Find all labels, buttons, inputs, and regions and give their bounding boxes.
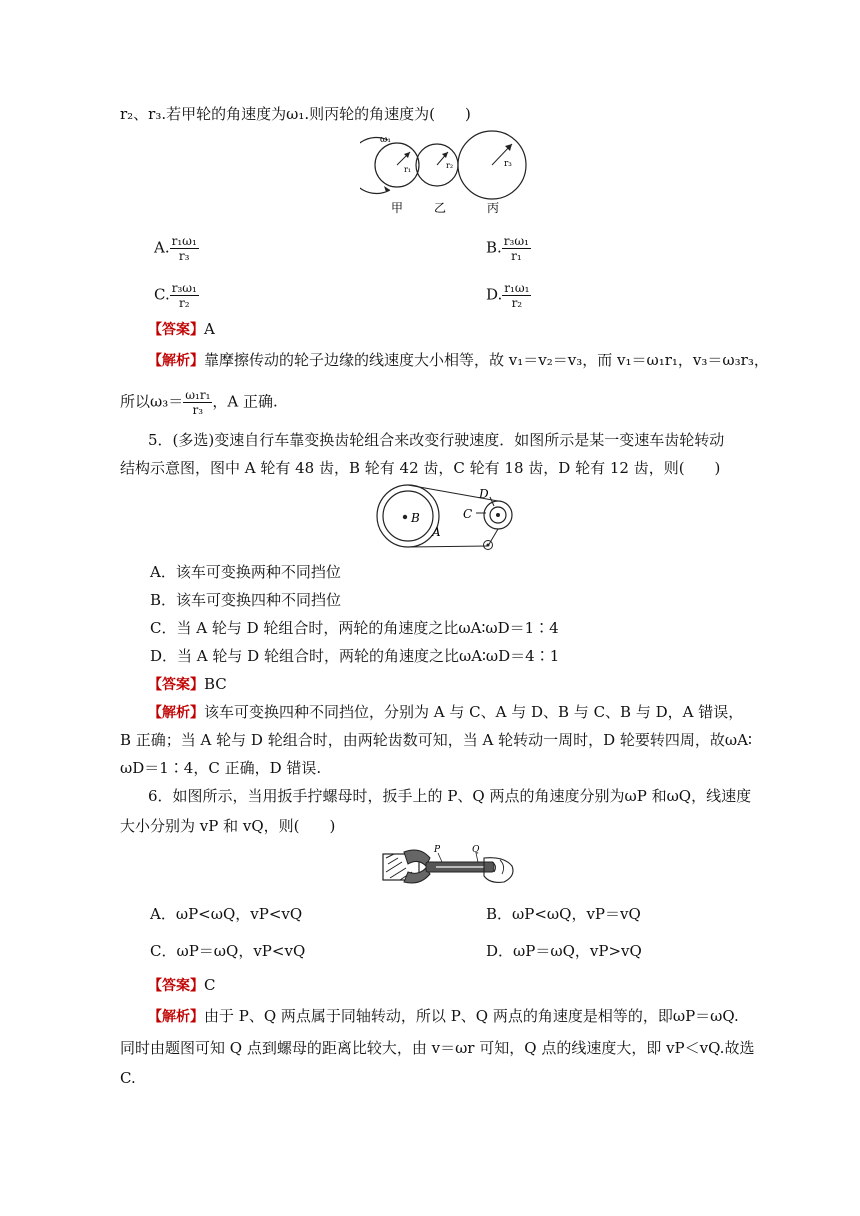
q6-answer: [148, 975, 215, 996]
q5-option-b: B．该车可变换四种不同挡位: [150, 591, 342, 609]
analysis-label: 【解析】: [148, 705, 204, 721]
label-r1: r₁: [404, 165, 412, 174]
q4-option-b: B. $\frac{\text{r₃ω₁}}{\text{r₁}}$: [486, 234, 529, 263]
answer-value: C: [204, 976, 216, 994]
q4-analysis-line2: 所以ω₃＝ $\frac{\text{ω₁r₁}}{\text{r₃}}$ ，A 正确.: [120, 388, 278, 417]
q4-wheel-figure: [360, 128, 540, 218]
q6-analysis-line2: 同时由题图可知 Q 点到螺母的距离比较大，由 v＝ωr 可知，Q 点的线速度大，即 vP＜vQ.故选: [120, 1039, 755, 1057]
q5-gear-figure: [372, 484, 522, 556]
q5-analysis-line1: 【解析】该车可变换四种不同挡位，分别为 A 与 C、A 与 D、B 与 C、B 与 D，A 错误，: [148, 703, 744, 721]
q4-stem-tail: r₂、r₃.若甲轮的角速度为ω₁.则丙轮的角速度为( ): [120, 105, 471, 123]
answer-label: 【答案】: [148, 978, 204, 994]
analysis-label: 【解析】: [148, 353, 204, 369]
label-q: Q: [472, 845, 480, 855]
label-p: P: [434, 845, 441, 855]
gear-a: [377, 485, 439, 547]
q5-option-d: D．当 A 轮与 D 轮组合时，两轮的角速度之比ωA∶ωD＝4∶1: [150, 647, 560, 665]
q4-option-c: C. $\frac{\text{r₃ω₁}}{\text{r₂}}$: [154, 281, 197, 310]
q5-stem-line1: 5．(多选)变速自行车靠变换齿轮组合来改变行驶速度．如图所示是某一变速车齿轮转动: [148, 431, 725, 449]
q4-option-a: A. $\frac{\text{r₁ω₁}}{\text{r₃}}$: [154, 234, 197, 263]
label-omega1: ω₁: [380, 135, 391, 145]
label-a: A: [432, 525, 441, 539]
label-d: D: [479, 487, 489, 501]
q6-stem-line1: 6．如图所示，当用扳手拧螺母时，扳手上的 P、Q 两点的角速度分别为ωP 和ωQ，线速度: [148, 787, 752, 805]
q5-option-c: C．当 A 轮与 D 轮组合时，两轮的角速度之比ωA∶ωD＝1∶4: [150, 619, 559, 637]
label-c: C: [463, 507, 473, 521]
gear-b: [383, 491, 433, 541]
q6-analysis-line3: C.: [120, 1069, 136, 1087]
answer-value: BC: [204, 675, 227, 693]
label-bing: 丙: [487, 201, 500, 215]
q5-answer: [148, 674, 227, 695]
q4-analysis-line1: 【解析】靠摩擦传动的轮子边缘的线速度大小相等，故 v₁＝v₂＝v₃，而 v₁＝ω₁r₁，v₃＝ω₃r₃，: [148, 351, 769, 369]
q4-answer: [148, 319, 215, 340]
label-jia: 甲: [391, 201, 404, 215]
analysis-label: 【解析】: [148, 1009, 204, 1025]
q6-analysis-line1: 【解析】由于 P、Q 两点属于同轴转动，所以 P、Q 两点的角速度是相等的，即ωP＝ωQ.: [148, 1007, 739, 1025]
q5-analysis-line3: ωD＝1∶4，C 正确，D 错误.: [120, 759, 322, 777]
q6-option-c: C．ωP＝ωQ，vP<vQ: [150, 942, 306, 960]
q6-option-a: A．ωP<ωQ，vP<vQ: [150, 905, 303, 923]
q5-option-a: A．该车可变换两种不同挡位: [150, 563, 341, 581]
label-r3: r₃: [504, 159, 512, 169]
answer-label: 【答案】: [148, 677, 204, 693]
q5-analysis-line2: B 正确；当 A 轮与 D 轮组合时，由两轮齿数可知，当 A 轮转动一周时，D 轮要转四周，故ωA∶: [120, 731, 752, 749]
label-yi: 乙: [434, 201, 447, 215]
label-r2: r₂: [446, 161, 454, 170]
label-b: B: [411, 511, 420, 525]
q6-option-b: B．ωP<ωQ，vP＝vQ: [486, 905, 641, 923]
q6-option-d: D．ωP＝ωQ，vP>vQ: [486, 942, 642, 960]
answer-label: 【答案】: [148, 322, 204, 338]
q4-option-d: D. $\frac{\text{r₁ω₁}}{\text{r₂}}$: [486, 281, 530, 310]
answer-value: A: [204, 320, 215, 338]
q5-stem-line2: 结构示意图，图中 A 轮有 48 齿，B 轮有 42 齿，C 轮有 18 齿，D 轮有 12 齿，则( ): [120, 459, 721, 477]
q6-wrench-figure: [380, 842, 520, 892]
q6-stem-line2: 大小分别为 vP 和 vQ，则( ): [120, 817, 336, 835]
